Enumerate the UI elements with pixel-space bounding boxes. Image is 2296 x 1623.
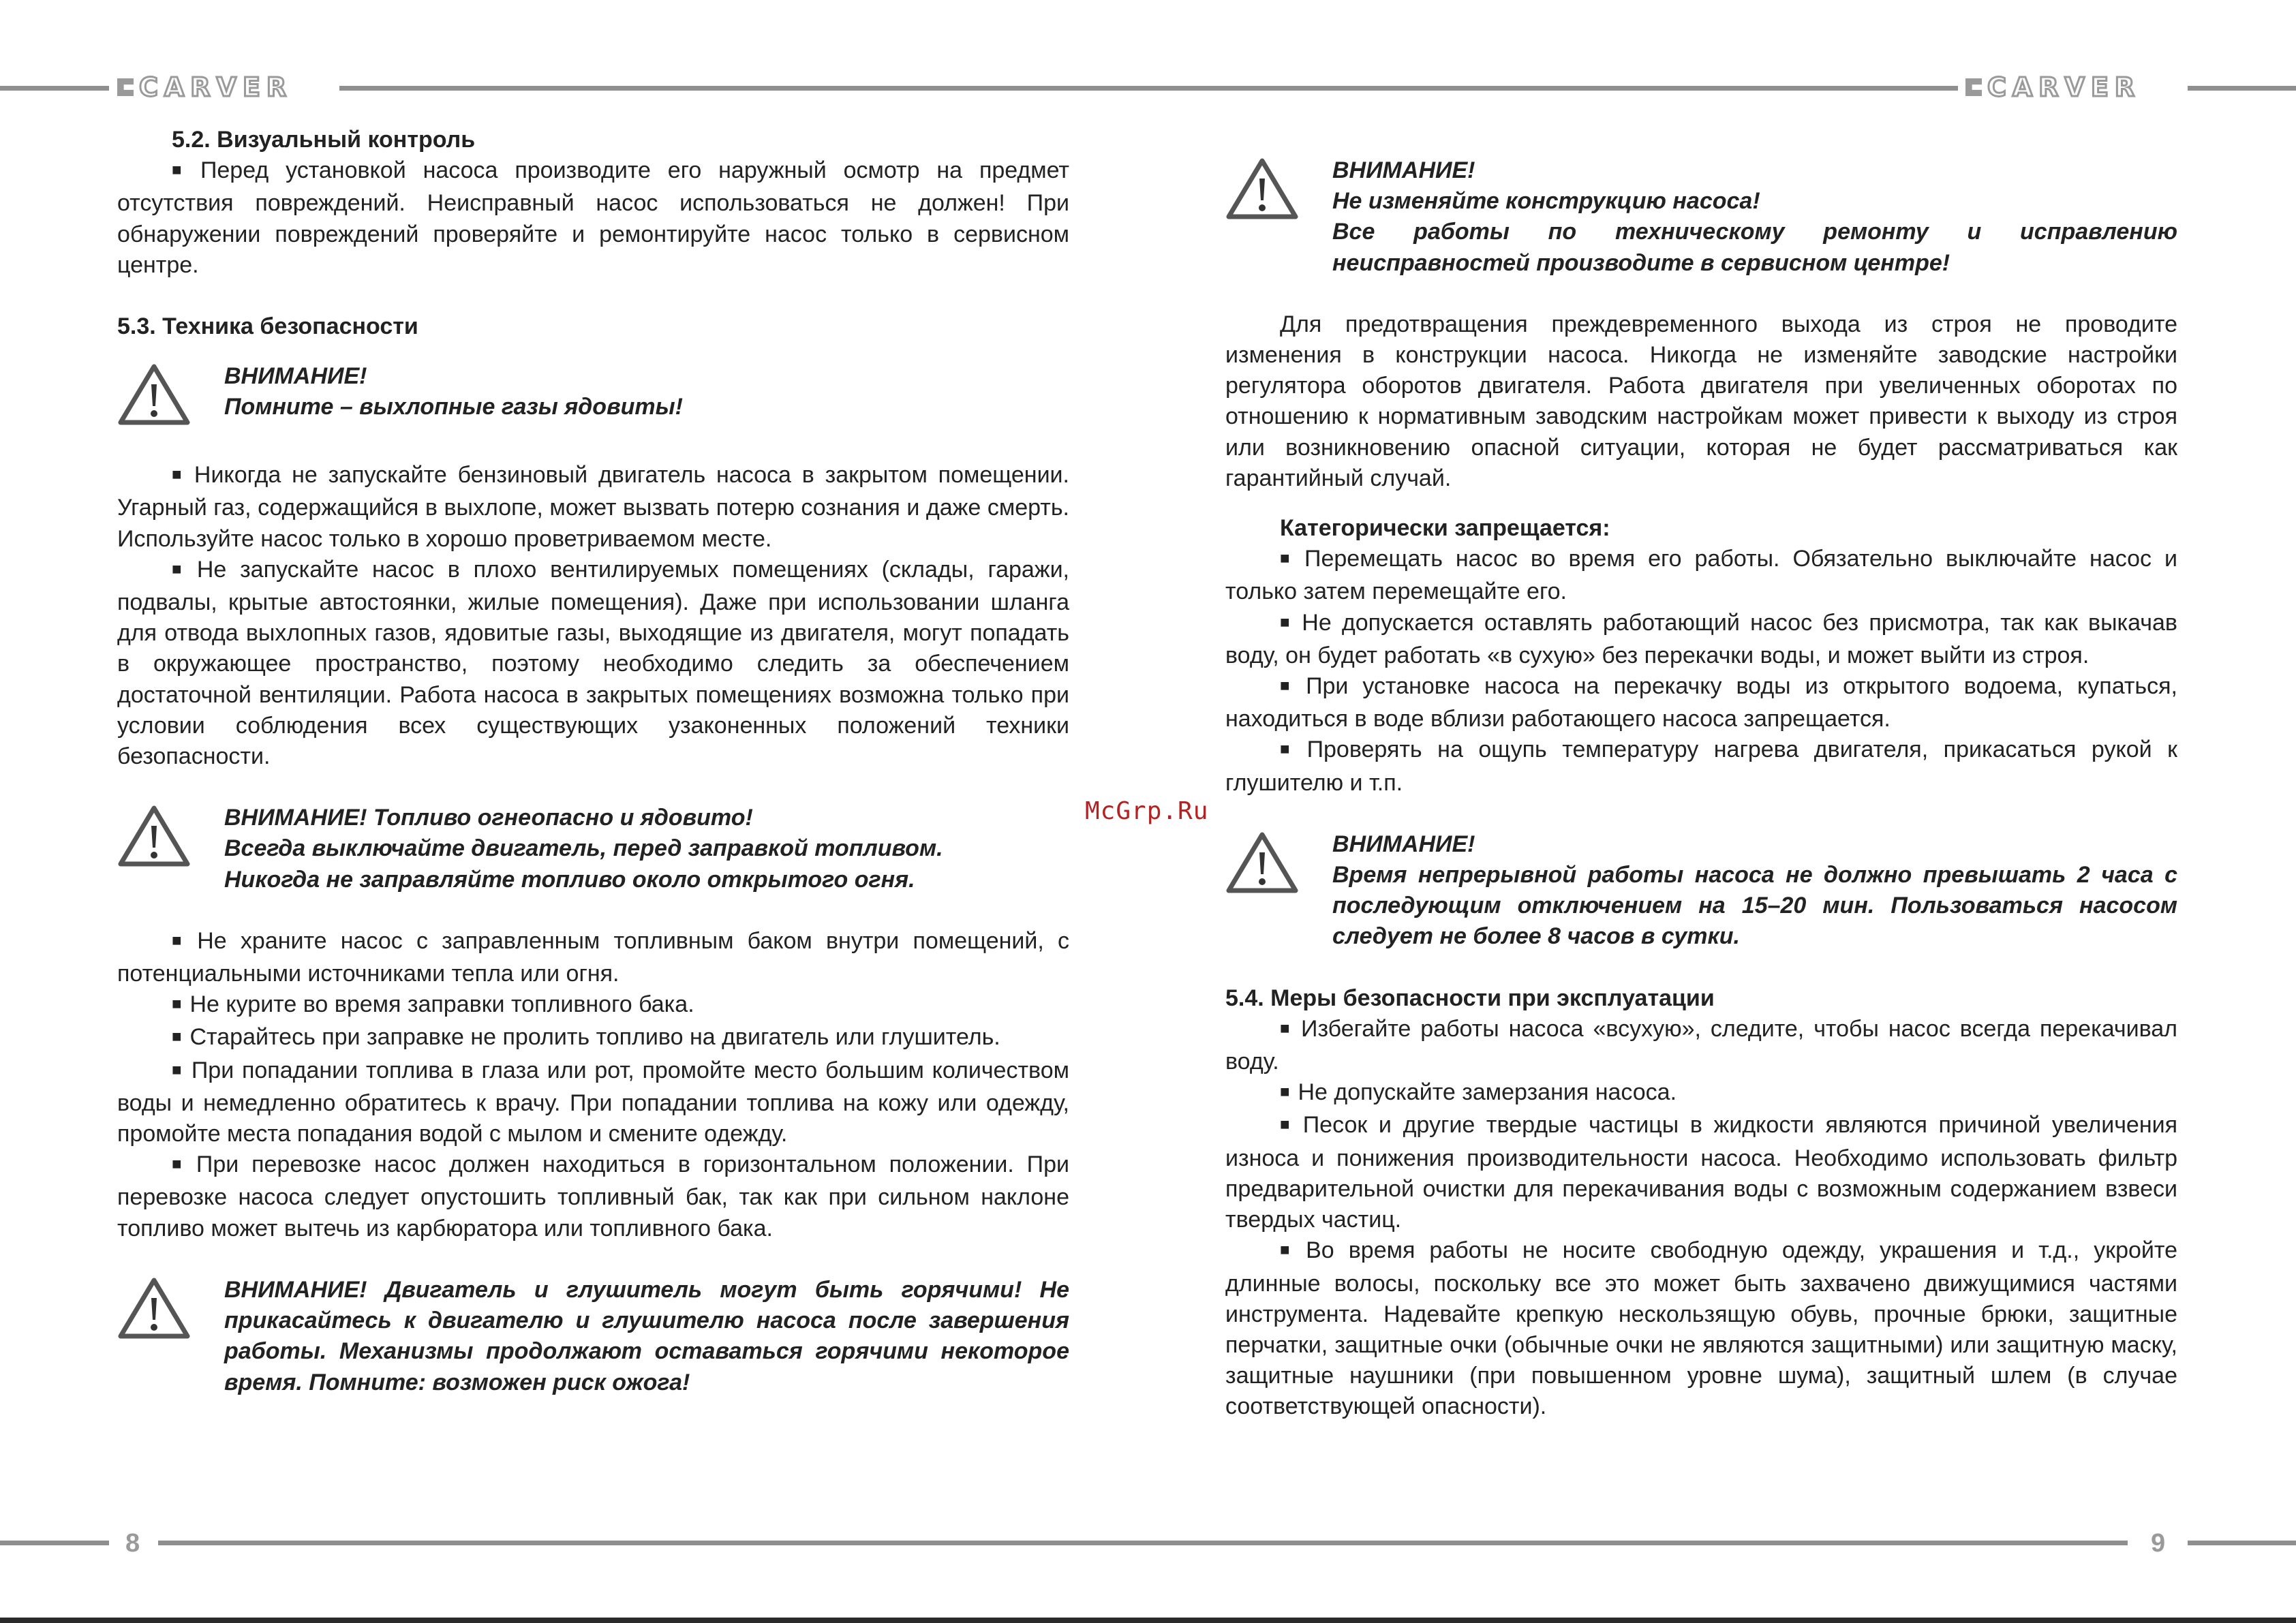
warning-title: ВНИМАНИЕ!	[1332, 157, 1475, 183]
paragraph: ■ Не допускается оставлять работающий насос без присмотра, так как выкачав воду, он будет работать «в сухую» без перекачки воды, и может выйти из строя.	[1225, 608, 2177, 671]
footer-rule-left	[0, 1541, 109, 1545]
section-5-2-title: 5.2. Визуальный контроль	[172, 127, 476, 153]
brand-logo-left	[117, 74, 292, 101]
paragraph: ■ Не запускайте насос в плохо вентилируемых помещениях (склады, гаражи, подвалы, крытые автостоянки, жилые помещения). Даже при использовании шланга для отвода выхлопных газов, ядовитые газы, выходящие из двигателя, могут попадать в окружающее пространство, поэтому необходимо следить за обеспечением достаточной вентиляции. Работа насоса в закрытых помещениях возможна только при условии соблюдения всех существующих узаконенных положений техники безопасности.	[117, 555, 1069, 772]
header-rule-right	[2188, 86, 2296, 91]
brand-mark-icon	[117, 78, 134, 96]
warning-icon	[1225, 157, 1299, 222]
paragraph: ■ При перевозке насос должен находиться в горизонтальном положении. При перевозке насоса следует опустошить топливный бак, так как при сильном наклоне топливо может вытечь из карбюратора или топливного бака.	[117, 1149, 1069, 1244]
bottom-edge	[0, 1618, 2296, 1623]
paragraph: ■ Никогда не запускайте бензиновый двигатель насоса в закрытом помещении. Угарный газ, содержащийся в выхлопе, может вызвать потерю сознания и даже смерть. Используйте насос только в хорошо проветриваемом месте.	[117, 460, 1069, 555]
warning-text: Время непрерывной работы насоса не должно превышать 2 часа с последующим отключением на 15–20 мин. Пользоваться насосом следует не более 8 часов в сутки.	[1332, 862, 2177, 950]
paragraph: ■ Песок и другие твердые частицы в жидкости являются причиной увеличения износа и понижения производительности насоса. Необходимо использовать фильтр предварительной очистки для перекачивания воды с возможным содержанием взвеси твердых частиц.	[1225, 1110, 2177, 1235]
warning-block-runtime	[1225, 829, 2177, 953]
paragraph: ■ При установке насоса на перекачку воды из открытого водоема, купаться, находиться в воде вблизи работающего насоса запрещается.	[1225, 671, 2177, 735]
warning-text: Все работы по техническому ремонту и исправлению неисправностей производите в сервисном центре!	[1332, 219, 2177, 276]
paragraph: ■ Проверять на ощупь температуру нагрева двигателя, прикасаться рукой к глушителю и т.п.	[1225, 735, 2177, 798]
warning-icon	[117, 1276, 191, 1342]
brand-logo-right	[1965, 74, 2141, 101]
paragraph: ■ Не курите во время заправки топливного бака.	[117, 989, 1069, 1022]
warning-title: ВНИМАНИЕ!	[1332, 831, 1475, 857]
paragraph: ■ Старайтесь при заправке не пролить топливо на двигатель или глушитель.	[117, 1022, 1069, 1055]
warning-text: ВНИМАНИЕ! Двигатель и глушитель могут быть горячими! Не прикасайтесь к двигателю и глушителю насоса после завершения работы. Механизмы продолжают оставаться горячими некоторое время. Помните: возможен риск ожога!	[224, 1276, 1069, 1395]
footer-rule-center	[158, 1541, 2128, 1545]
warning-block-hot	[117, 1275, 1069, 1398]
paragraph: ■ Перемещать насос во время его работы. Обязательно выключайте насос и только затем перемещайте его.	[1225, 544, 2177, 607]
warning-text: Не изменяйте конструкцию насоса!	[1332, 188, 1760, 215]
warning-text: Помните – выхлопные газы ядовиты!	[224, 394, 683, 420]
paragraph: ■ Избегайте работы насоса «всухую», следите, чтобы насос всегда перекачивал воду.	[1225, 1014, 2177, 1077]
paragraph: Для предотвращения преждевременного выхода из строя не проводите изменения в конструкции насоса. Никогда не изменяйте заводские настройки регулятора оборотов двигателя. Работа двигателя при увеличенных оборотах по отношению к нормативным заводским настройкам может привести к выходу из строя или возникновению опасной ситуации, которая не будет рассматриваться как гарантийный случай.	[1225, 311, 2177, 491]
page-number-left: 8	[125, 1529, 140, 1558]
watermark: McGrp.Ru	[1085, 797, 1209, 825]
paragraph: ■ Не храните насос с заправленным топливным баком внутри помещений, с потенциальными источниками тепла или огня.	[117, 926, 1069, 989]
warning-block-fuel	[117, 803, 1069, 895]
warning-icon	[1225, 831, 1299, 896]
warning-title: ВНИМАНИЕ! Топливо огнеопасно и ядовито!	[224, 805, 753, 831]
paragraph: ■ При попадании топлива в глаза или рот, промойте место большим количеством воды и немедленно обратитесь к врачу. При попадании топлива на кожу или одежду, промойте места попадания водой с мылом и смените одежду.	[117, 1055, 1069, 1150]
left-page-column	[117, 125, 1069, 1398]
header-rule-center	[339, 86, 1958, 91]
brand-mark-icon	[1965, 78, 1982, 96]
right-page-column	[1225, 155, 2177, 1423]
footer-rule-right	[2188, 1541, 2296, 1545]
brand-wordmark: CARVER	[139, 72, 293, 102]
page-number-right: 9	[2151, 1529, 2166, 1558]
warning-title: ВНИМАНИЕ!	[224, 363, 367, 390]
prohibited-title: Категорически запрещается:	[1280, 515, 1610, 542]
brand-wordmark: CARVER	[1987, 72, 2141, 102]
warning-icon	[117, 804, 191, 869]
section-5-3-title: 5.3. Техника безопасности	[117, 313, 418, 340]
warning-block-exhaust	[117, 361, 1069, 429]
paragraph: ■ Не допускайте замерзания насоса.	[1225, 1077, 2177, 1110]
warning-block-design	[1225, 155, 2177, 279]
section-5-4-title: 5.4. Меры безопасности при эксплуатации	[1225, 985, 1715, 1011]
warning-text: Никогда не заправляйте топливо около открытого огня.	[224, 866, 915, 893]
header-rule-left	[0, 86, 109, 91]
warning-text: Всегда выключайте двигатель, перед заправкой топливом.	[224, 835, 943, 862]
paragraph: ■ Во время работы не носите свободную одежду, украшения и т.д., укройте длинные волосы, поскольку все это может быть захвачено движущимися частями инструмента. Надевайте крепкую нескользящую обувь, прочные брюки, защитные перчатки, защитные очки (обычные очки не являются защитными) или защитную маску, защитные наушники (при повышенном уровне шума), защитный шлем (в случае соответствующей опасности).	[1225, 1235, 2177, 1422]
warning-icon	[117, 362, 191, 428]
paragraph: ■ Перед установкой насоса производите его наружный осмотр на предмет отсутствия повреждений. Неисправный насос использоваться не должен! При обнаружении повреждений проверяйте и ремонтируйте насос только в сервисном центре.	[117, 155, 1069, 281]
